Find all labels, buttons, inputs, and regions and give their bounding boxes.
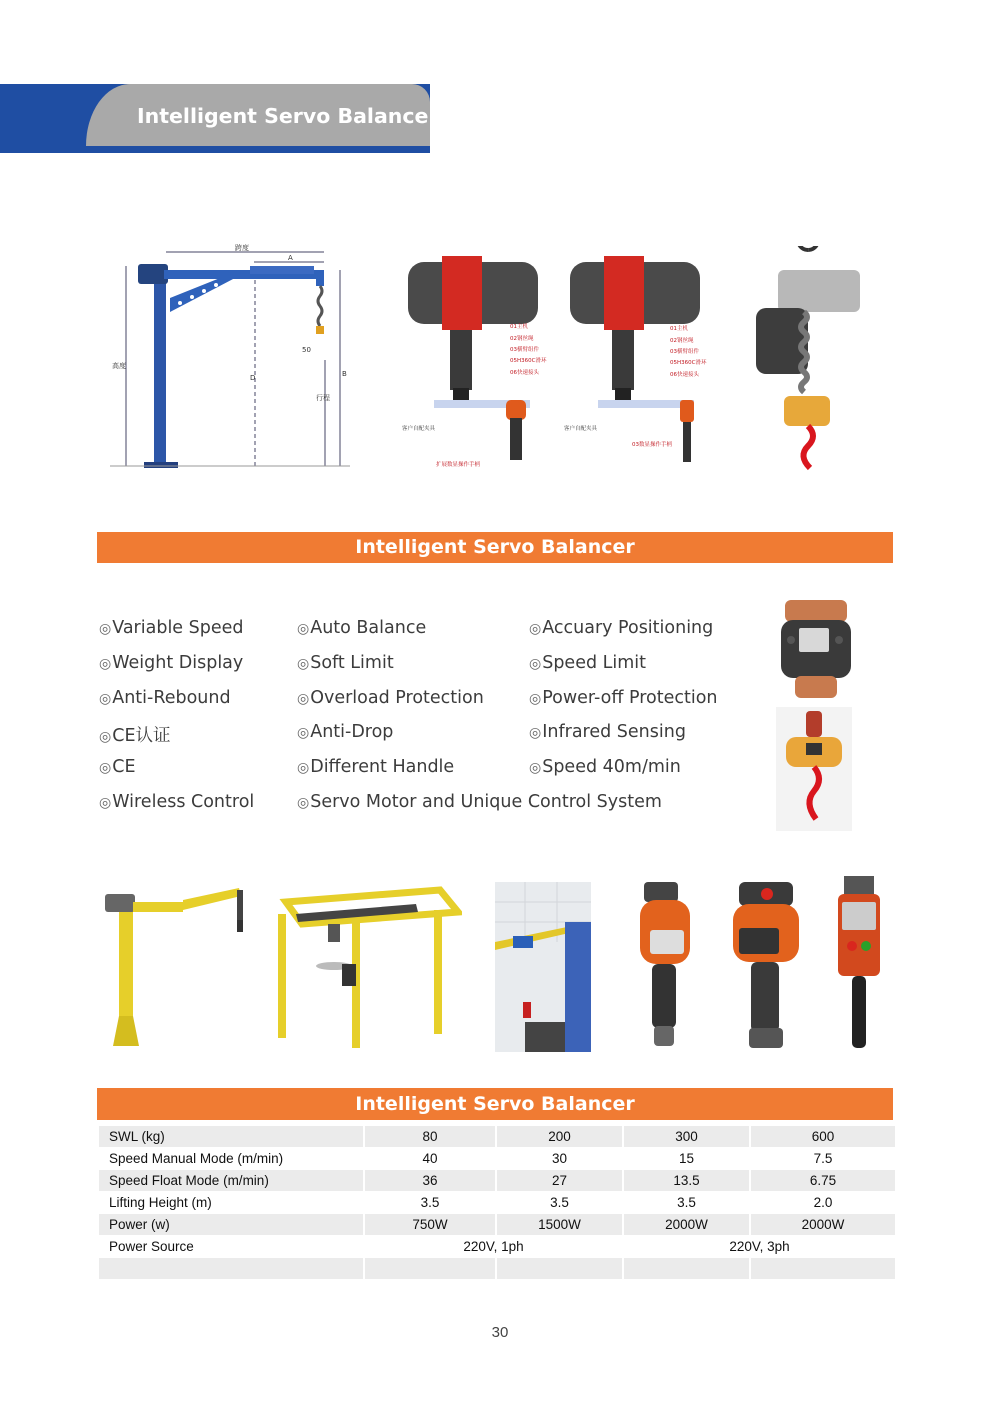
label-arm-assembly-2: 03横臂组件	[670, 349, 699, 355]
table-cell: 15	[678, 1151, 695, 1166]
table-cell: 600	[751, 1126, 895, 1147]
dim-a-label: A	[288, 254, 293, 262]
label-quick-connector-2: 06快速接头	[670, 372, 699, 378]
label-arm-assembly: 03横臂组件	[510, 347, 539, 353]
section-title-specs: Intelligent Servo Balancer	[97, 1088, 893, 1120]
feature-item: ◎Wireless Control	[99, 792, 255, 812]
feature-item: ◎Speed 40m/min	[529, 757, 681, 777]
row-label: Power Source	[109, 1239, 194, 1254]
feature-item: ◎CE认证	[99, 726, 171, 746]
feature-item: ◎Anti-Drop	[297, 722, 394, 742]
servo-hoist-product-photo	[748, 246, 864, 474]
table-row	[99, 1170, 895, 1191]
table-cell: 80	[365, 1126, 495, 1147]
table-row	[99, 1236, 895, 1257]
label-extended-handle: 扩展数显操作手柄	[436, 462, 481, 468]
dim-b-label: B	[342, 370, 347, 378]
pendant-controller-photo	[836, 876, 882, 1052]
table-row	[99, 1258, 895, 1279]
gantry-crane-photo	[266, 884, 462, 1052]
handle-controller-photo-2	[731, 878, 801, 1052]
table-row	[99, 1126, 895, 1147]
dim-50-label: 50	[302, 346, 311, 354]
feature-item: ◎Auto Balance	[297, 618, 427, 638]
table-row	[99, 1214, 895, 1235]
hook-load-cell-photo	[776, 707, 852, 831]
row-label: Speed Manual Mode (m/min)	[109, 1151, 284, 1166]
table-cell: 1500W	[497, 1214, 622, 1235]
table-cell: 3.5	[420, 1195, 440, 1210]
dim-height-label: 高度	[112, 362, 126, 370]
feature-item: ◎Infrared Sensing	[529, 722, 686, 742]
table-cell: 2.0	[813, 1195, 833, 1210]
label-main-unit: 01主机	[510, 324, 528, 330]
dim-span-label: 跨度	[235, 244, 249, 252]
section-title-features: Intelligent Servo Balancer	[97, 532, 893, 563]
table-cell: 2000W	[751, 1214, 895, 1235]
feature-item: ◎CE	[99, 757, 136, 777]
feature-item: ◎Soft Limit	[297, 653, 394, 673]
label-wire-rope-2: 02钢丝绳	[670, 338, 694, 344]
table-cell: 3.5	[550, 1195, 569, 1210]
row-label: Power (w)	[99, 1214, 363, 1235]
table-cell: 2000W	[624, 1214, 749, 1235]
feature-item: ◎Overload Protection	[297, 688, 484, 708]
table-cell: 13.5	[624, 1170, 749, 1191]
row-label: SWL (kg)	[99, 1126, 363, 1147]
servo-unit-component-diagram-1	[398, 248, 558, 472]
table-cell: 750W	[365, 1214, 495, 1235]
feature-item: ◎Speed Limit	[529, 653, 647, 673]
feature-item: ◎Anti-Rebound	[99, 688, 231, 708]
table-cell: 6.75	[751, 1170, 895, 1191]
table-cell: 30	[551, 1151, 568, 1166]
table-cell: 3.5	[677, 1195, 696, 1210]
feature-item: ◎Variable Speed	[99, 618, 244, 638]
label-customer-fixture: 客户自配夹具	[402, 426, 436, 432]
label-main-unit-2: 01主机	[670, 326, 688, 332]
feature-item: ◎Servo Motor and Unique Control System	[297, 792, 662, 812]
feature-item: ◎Weight Display	[99, 653, 244, 673]
table-cell: 27	[497, 1170, 622, 1191]
feature-item: ◎Different Handle	[297, 757, 455, 777]
row-label: Speed Float Mode (m/min)	[99, 1170, 363, 1191]
servo-unit-component-diagram-2	[562, 248, 722, 472]
page-title: Intelligent Servo Balancer	[137, 104, 439, 128]
dim-d-label: D	[250, 374, 256, 382]
label-display-handle: 03数显操作手柄	[632, 442, 672, 448]
label-wire-rope: 02钢丝绳	[510, 336, 534, 342]
handle-display-photo	[777, 600, 853, 700]
page-number: 30	[491, 1324, 509, 1341]
table-row	[99, 1148, 895, 1169]
table-row	[99, 1192, 895, 1213]
dim-stroke-label: 行程	[316, 394, 330, 402]
feature-item: ◎Accuary Positioning	[529, 618, 714, 638]
label-customer-fixture-2: 客户自配夹具	[564, 426, 598, 432]
table-cell: 36	[365, 1170, 495, 1191]
label-quick-connector: 06快速接头	[510, 370, 539, 376]
jib-crane-dimension-diagram	[110, 240, 360, 472]
row-label: Lifting Height (m)	[109, 1195, 212, 1210]
table-cell: 40	[422, 1151, 438, 1166]
table-cell: 200	[497, 1126, 622, 1147]
table-cell: 300	[624, 1126, 749, 1147]
label-slip-ring: 05H360C滑环	[510, 358, 547, 364]
workshop-installation-photo	[495, 882, 591, 1052]
pillar-jib-crane-photo	[105, 886, 245, 1052]
handle-controller-photo-1	[636, 878, 696, 1050]
table-cell: 220V, 1ph	[463, 1239, 524, 1254]
label-slip-ring-2: 05H360C滑环	[670, 360, 707, 366]
table-cell: 7.5	[813, 1151, 833, 1166]
spec-table	[97, 1125, 897, 1280]
feature-item: ◎Power-off Protection	[529, 688, 718, 708]
table-cell: 220V, 3ph	[729, 1239, 790, 1254]
